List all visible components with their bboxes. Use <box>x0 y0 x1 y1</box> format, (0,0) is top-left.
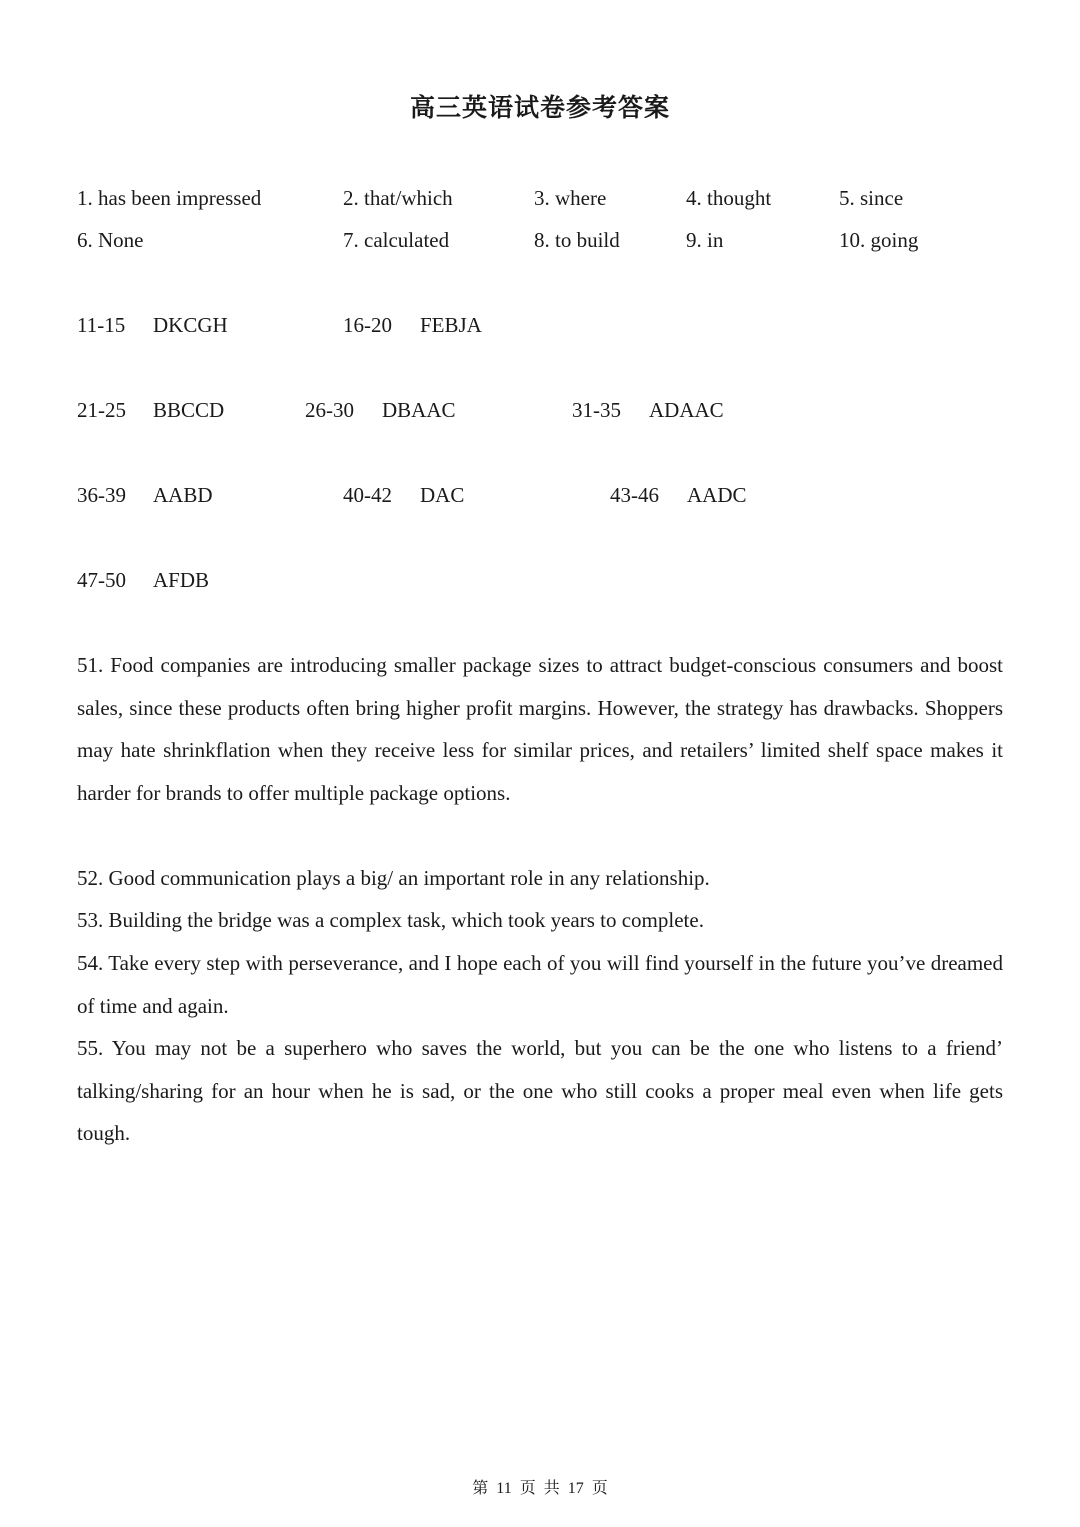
choice-range: 43-46 <box>610 483 659 507</box>
choice-range: 47-50 <box>77 568 126 592</box>
choice-answer: DAC <box>420 483 465 507</box>
choice-range: 26-30 <box>305 398 354 422</box>
page-footer <box>0 1475 1080 1498</box>
choice-range: 36-39 <box>77 483 126 507</box>
answer-1: 1. has been impressed <box>77 186 262 210</box>
choice-range: 11-15 <box>77 313 126 337</box>
choice-answer: AFDB <box>153 568 210 592</box>
translation-53: 53. Building the bridge was a complex task, which took years to complete. <box>77 908 704 932</box>
choice-range: 16-20 <box>343 313 392 337</box>
choice-range: 21-25 <box>77 398 126 422</box>
answer-2: 2. that/which <box>343 186 453 210</box>
translation-55: 55. You may not be a superhero who saves the world, but you can be the one who listens to a friend’ talking/sharing for an hour when he is sad, or the one who still cooks a proper meal even when life gets tough. <box>77 1036 1003 1145</box>
footer-page-unit: 页 <box>519 1480 536 1497</box>
translation-52: 52. Good communication plays a big/ an important role in any relationship. <box>77 866 710 890</box>
answer-10: 10. going <box>839 228 919 252</box>
choice-answer: AABD <box>153 483 213 507</box>
footer-total-word: 共 <box>543 1480 560 1497</box>
choice-range: 40-42 <box>343 483 392 507</box>
choice-answer: BBCCD <box>153 398 225 422</box>
page-title: 高三英语试卷参考答案 <box>409 93 670 122</box>
choice-answer: DBAAC <box>382 398 456 422</box>
footer-total-number: 17 <box>567 1480 584 1497</box>
answer-9: 9. in <box>686 228 724 252</box>
choice-answer: ADAAC <box>649 398 724 422</box>
answer-7: 7. calculated <box>343 228 450 252</box>
answer-8: 8. to build <box>534 228 620 252</box>
footer-page-number: 11 <box>496 1480 512 1497</box>
answer-6: 6. None <box>77 228 144 252</box>
answer-4: 4. thought <box>686 186 772 210</box>
choice-answer: FEBJA <box>420 313 482 337</box>
translation-54: 54. Take every step with perseverance, and I hope each of you will find yourself in the future you’ve dreamed of time and again. <box>77 951 1003 1018</box>
summary-answer-51: 51. Food companies are introducing smaller package sizes to attract budget-conscious consumers and boost sales, since these products often bring higher profit margins. However, the strategy has drawbacks. Shoppers may hate shrinkflation when they receive less for similar prices, and retailers’ limited shelf space makes it harder for brands to offer multiple package options. <box>77 653 1003 805</box>
answer-3: 3. where <box>534 186 607 210</box>
footer-page-word: 第 <box>472 1480 489 1497</box>
footer-total-unit: 页 <box>591 1480 608 1497</box>
choice-range: 31-35 <box>572 398 621 422</box>
answer-5: 5. since <box>839 186 904 210</box>
choice-answer: AADC <box>687 483 747 507</box>
choice-answer: DKCGH <box>153 313 228 337</box>
